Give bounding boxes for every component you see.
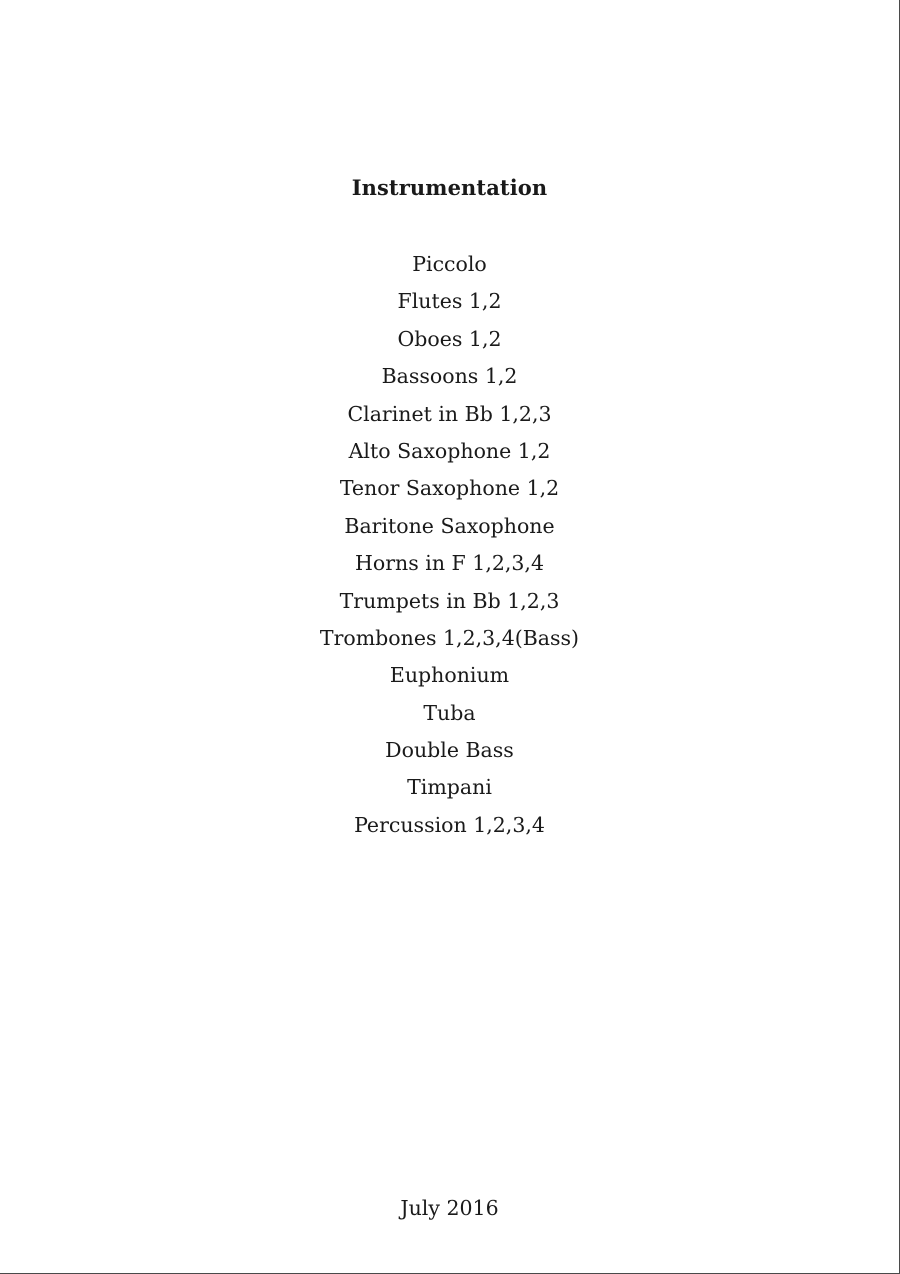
- list-item: Flutes 1,2: [397, 289, 502, 314]
- document-date: July 2016: [400, 1196, 499, 1220]
- instrument-list: [0, 249, 899, 847]
- list-item: Tuba: [423, 700, 476, 725]
- list-item: Trumpets in Bb 1,2,3: [339, 588, 560, 613]
- list-item: Oboes 1,2: [397, 326, 502, 351]
- list-item: Horns in F 1,2,3,4: [355, 551, 544, 576]
- page-title: Instrumentation: [351, 175, 548, 200]
- list-item: Clarinet in Bb 1,2,3: [347, 401, 552, 426]
- list-item: Trombones 1,2,3,4(Bass): [319, 625, 580, 650]
- list-item: Percussion 1,2,3,4: [354, 812, 545, 837]
- list-item: Baritone Saxophone: [344, 513, 555, 538]
- list-item: Bassoons 1,2: [381, 364, 518, 389]
- list-item: Euphonium: [389, 663, 510, 688]
- list-item: Double Bass: [385, 738, 514, 763]
- list-item: Tenor Saxophone 1,2: [339, 476, 560, 501]
- list-item: Timpani: [407, 775, 492, 800]
- list-item: Alto Saxophone 1,2: [348, 438, 551, 463]
- list-item: Piccolo: [412, 252, 487, 276]
